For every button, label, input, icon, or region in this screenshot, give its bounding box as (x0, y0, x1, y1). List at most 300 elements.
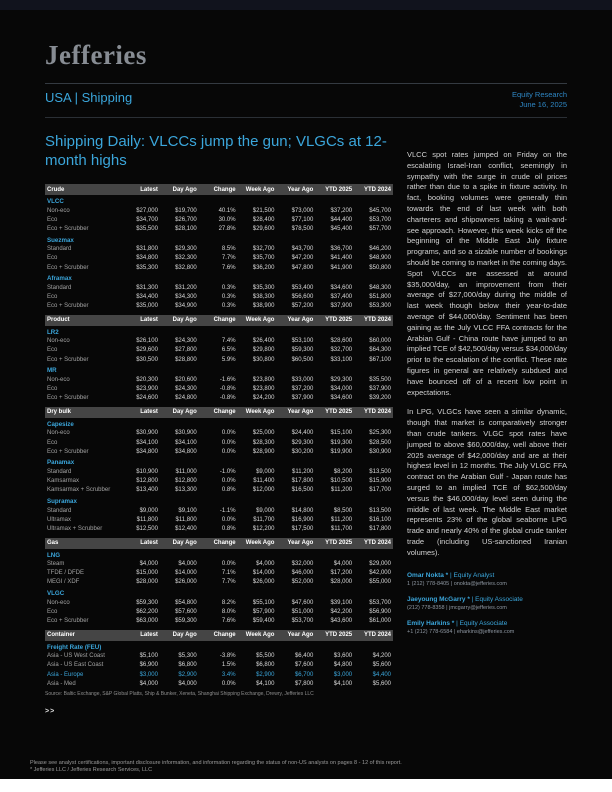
rate-value: $45,400 (330, 225, 353, 232)
rate-value: $16,100 (369, 516, 391, 523)
table-row (45, 515, 393, 524)
rate-value: $37,900 (330, 303, 353, 310)
table-row (45, 206, 393, 215)
rate-value: 0.3% (221, 303, 236, 310)
column-header: Change (199, 313, 238, 326)
row-label: Eco (47, 216, 58, 223)
rate-value: $28,000 (330, 579, 353, 586)
column-header: Week Ago (238, 182, 277, 195)
commentary-paragraph: In LPG, VLGCs have seen a similar dynamic, though that market is comparatively stronger than crude tankers. VLGC spot rates have jumped to above $60,000/day, well above their 2025 average of $42,000/day and are at their highest level in 12 months. The July VLGC FFA contract on the Arabian Gulf - Japan route has surged to an implied TCE of $62,500/day versus the $46,000/day level seen during the middle of last week. The Middle East market represents 23% of the global seaborne LPG trade and nearly 40% of the global crude tanker trade (including US-sanctioned Iranian volumes). (407, 407, 567, 557)
rate-value: $3,600 (333, 653, 353, 660)
rate-value: $26,700 (175, 216, 197, 223)
rate-value: $23,800 (252, 386, 275, 393)
rate-value: $26,000 (175, 579, 197, 586)
rate-value: 0.8% (221, 487, 236, 494)
rate-value: -0.8% (219, 395, 236, 402)
rate-value: $26,000 (252, 579, 275, 586)
analyst-email[interactable]: jmcgarry@jefferies.com (449, 604, 507, 611)
rate-value: $11,200 (330, 487, 353, 494)
column-header: Latest (121, 313, 160, 326)
rate-value: $30,900 (369, 448, 391, 455)
group-name-row (45, 195, 393, 206)
rate-value: $34,000 (330, 386, 353, 393)
rate-value: $57,200 (291, 303, 314, 310)
rate-value: $43,600 (330, 618, 353, 625)
table-row (45, 560, 393, 569)
rate-value: $38,900 (252, 303, 275, 310)
rate-value: $29,600 (252, 225, 275, 232)
rate-value: $16,900 (291, 516, 314, 523)
row-label: Eco (47, 255, 58, 262)
rate-value: $4,200 (372, 653, 391, 660)
table-row (45, 346, 393, 355)
rates-table (45, 180, 393, 688)
column-header: Change (199, 405, 238, 418)
rate-value: 0.8% (221, 525, 236, 532)
rate-value: $31,300 (136, 284, 158, 291)
column-header: Year Ago (276, 182, 315, 195)
rate-value: 1.5% (221, 662, 236, 669)
section-title: Dry bulk (45, 405, 121, 418)
rate-value: 7.7% (221, 579, 236, 586)
rate-value: $46,200 (369, 246, 391, 253)
group-name-row (45, 549, 393, 560)
rate-value: $32,300 (175, 255, 197, 262)
rate-value: $2,900 (256, 671, 275, 678)
group-name-row (45, 456, 393, 467)
table-row (45, 524, 393, 535)
rate-value: $34,600 (330, 284, 353, 291)
column-header: Change (199, 536, 238, 549)
rate-value: $57,600 (175, 608, 197, 615)
rate-value: $24,400 (291, 430, 314, 437)
rate-value: -0.8% (219, 386, 236, 393)
column-header: Year Ago (276, 313, 315, 326)
rate-value: $35,300 (252, 284, 275, 291)
column-header: Year Ago (276, 536, 315, 549)
row-label: Eco (47, 347, 58, 354)
rate-value: $6,400 (294, 653, 314, 660)
rate-value: $28,100 (175, 225, 197, 232)
rate-value: $17,700 (369, 487, 391, 494)
table-row (45, 438, 393, 447)
rate-value: $5,100 (139, 653, 158, 660)
rate-value: $11,800 (175, 516, 197, 523)
row-label: Eco + Scrubber (47, 356, 89, 363)
column-header: YTD 2024 (354, 313, 393, 326)
table-row (45, 224, 393, 233)
analyst-entry (407, 596, 567, 612)
rate-value: $29,300 (330, 376, 353, 383)
rate-value: 0.3% (221, 293, 236, 300)
rate-value: $35,300 (136, 264, 158, 271)
column-header: YTD 2025 (315, 313, 354, 326)
rate-value: $11,700 (330, 525, 353, 532)
analyst-name-line (407, 596, 567, 605)
rate-value: $53,300 (369, 303, 391, 310)
commentary-column (407, 118, 567, 715)
row-label: Asia - US East Coast (47, 662, 104, 669)
group-name: Panamax (47, 459, 75, 467)
group-name: VLCC (47, 198, 64, 205)
rate-value: 8.0% (221, 608, 236, 615)
group-name: LR2 (47, 328, 59, 336)
rate-value: $13,300 (175, 487, 197, 494)
rate-value: $57,900 (252, 608, 275, 615)
rate-value: $46,000 (291, 570, 314, 577)
rate-value: $29,800 (252, 347, 275, 354)
analyst-entry (407, 572, 567, 588)
row-label: Eco + Scrubber (47, 448, 89, 455)
rate-value: $59,300 (136, 599, 158, 606)
rate-value: $30,900 (175, 430, 197, 437)
sector-label: USA | Shipping (45, 90, 133, 105)
rate-value: $30,200 (291, 448, 314, 455)
group-name: Suezmax (47, 236, 74, 244)
table-row (45, 506, 393, 515)
section-header-row (45, 628, 393, 641)
group-name: LNG (47, 551, 61, 559)
rate-value: 0.0% (221, 561, 236, 568)
rate-value: $19,900 (330, 448, 353, 455)
rate-value: $3,000 (333, 671, 353, 678)
column-header: Day Ago (160, 313, 199, 326)
analyst-role: | Equity Associate (469, 596, 523, 604)
rate-value: $6,700 (294, 671, 314, 678)
rate-value: $10,900 (136, 468, 158, 475)
analyst-entry (407, 620, 567, 636)
analyst-name-line (407, 620, 567, 629)
rate-value: $39,100 (330, 599, 353, 606)
rate-value: 7.6% (221, 618, 236, 625)
rate-value: $10,500 (330, 478, 353, 485)
rate-value: $17,800 (369, 525, 391, 532)
rate-value: $45,700 (369, 207, 391, 214)
rate-value: 7.4% (221, 338, 236, 345)
rate-value: 8.2% (221, 599, 236, 606)
row-label: Standard (47, 284, 72, 291)
rate-value: 0.0% (221, 439, 236, 446)
rate-value: $39,200 (369, 395, 391, 402)
rate-value: $13,400 (136, 487, 158, 494)
rate-value: $9,000 (139, 507, 158, 514)
column-header: Week Ago (238, 405, 277, 418)
rate-value: $4,000 (256, 561, 275, 568)
table-row (45, 337, 393, 346)
rate-value: -1.6% (219, 376, 236, 383)
row-label: Asia - Europe (47, 671, 84, 678)
rate-value: $34,800 (175, 448, 197, 455)
rate-value: $42,000 (369, 570, 391, 577)
rate-value: $19,300 (330, 439, 353, 446)
rate-value: $5,600 (372, 680, 391, 687)
rate-value: $35,700 (252, 255, 275, 262)
rate-value: $32,000 (291, 561, 314, 568)
rate-value: $38,300 (252, 293, 275, 300)
group-name-row (45, 272, 393, 283)
table-row (45, 263, 393, 272)
rate-value: $47,200 (291, 255, 314, 262)
column-header: YTD 2024 (354, 182, 393, 195)
disclosure-line: Please see analyst certifications, important disclosure information, and information regarding the status of non-US analysts on pages 8 - 12 of this report. (30, 760, 402, 766)
rate-value: $48,300 (369, 284, 391, 291)
analyst-name-line (407, 572, 567, 581)
rate-value: $12,000 (252, 487, 275, 494)
rate-value: $2,900 (178, 671, 197, 678)
rate-value: $31,200 (175, 284, 197, 291)
group-name: VLGC (47, 590, 65, 598)
rate-value: $59,300 (175, 618, 197, 625)
section-header-row (45, 182, 393, 195)
group-name: Supramax (47, 497, 77, 505)
main-area (45, 118, 567, 715)
rate-value: 0.0% (221, 680, 236, 687)
rate-value: $4,000 (333, 561, 353, 568)
section-title: Product (45, 313, 121, 326)
analyst-role: | Equity Associate (454, 620, 508, 628)
rate-value: $12,200 (252, 525, 275, 532)
research-type-label: Equity Research (511, 90, 567, 99)
rate-value: $9,100 (178, 507, 197, 514)
analyst-name: Jaeyoung McGarry * (407, 596, 470, 604)
rate-value: $12,800 (136, 478, 158, 485)
rate-value: $50,800 (369, 264, 391, 271)
rate-value: $35,500 (369, 376, 391, 383)
section-header-row (45, 313, 393, 326)
row-label: Eco + Scrubber (47, 395, 89, 402)
rate-value: $36,200 (252, 264, 275, 271)
rate-value: $4,000 (139, 680, 158, 687)
column-header: YTD 2024 (354, 536, 393, 549)
rate-value: $5,500 (256, 653, 275, 660)
analyst-email[interactable]: eharkins@jefferies.com (456, 628, 515, 635)
rate-value: 0.0% (221, 448, 236, 455)
row-label: Standard (47, 246, 72, 253)
rate-value: $24,300 (175, 338, 197, 345)
column-header: Change (199, 628, 238, 641)
rate-value: $15,100 (330, 430, 353, 437)
rate-value: $60,500 (291, 356, 314, 363)
analyst-list (407, 572, 567, 636)
row-label: Eco (47, 439, 58, 446)
rate-value: $35,500 (136, 225, 158, 232)
column-header: Week Ago (238, 536, 277, 549)
row-label: Steam (47, 561, 65, 568)
rate-value: $44,400 (330, 216, 353, 223)
rate-value: $32,800 (175, 264, 197, 271)
rate-value: $9,000 (256, 468, 275, 475)
group-name-row (45, 495, 393, 506)
rate-value: $34,300 (175, 293, 197, 300)
rate-value: 6.5% (221, 347, 236, 354)
rate-value: $9,000 (256, 507, 275, 514)
research-meta (512, 90, 567, 109)
table-row (45, 616, 393, 627)
rate-value: $37,400 (330, 293, 353, 300)
analyst-phone: 1 (212) 778-8405 | (407, 580, 454, 587)
rate-value: $31,800 (136, 246, 158, 253)
table-row (45, 394, 393, 405)
row-label: MEGI / XDF (47, 579, 80, 586)
rate-value: -1.1% (219, 507, 236, 514)
rates-table-body (45, 182, 393, 688)
entity-line: * Jefferies LLC / Jefferies Research Services, LLC (30, 767, 153, 773)
table-row (45, 355, 393, 364)
rate-value: $11,200 (330, 516, 353, 523)
rate-value: $12,800 (175, 478, 197, 485)
group-name-row (45, 418, 393, 429)
table-row (45, 670, 393, 679)
row-label: Non-eco (47, 338, 70, 345)
table-row (45, 578, 393, 587)
page-content (0, 10, 612, 715)
section-title: Container (45, 628, 121, 641)
rate-value: $24,600 (136, 395, 158, 402)
row-label: Asia - US West Coast (47, 653, 105, 660)
rate-value: $6,900 (139, 662, 158, 669)
column-header: Latest (121, 628, 160, 641)
rate-value: $13,500 (369, 468, 391, 475)
column-header: Latest (121, 536, 160, 549)
rate-value: $37,900 (291, 395, 314, 402)
column-header: Day Ago (160, 628, 199, 641)
row-label: Non-eco (47, 376, 70, 383)
table-row (45, 215, 393, 224)
group-name-row (45, 234, 393, 245)
rate-value: $28,500 (369, 439, 391, 446)
rate-value: $25,300 (369, 430, 391, 437)
rate-value: $56,900 (369, 608, 391, 615)
table-row (45, 477, 393, 486)
column-header: Latest (121, 405, 160, 418)
table-row (45, 652, 393, 661)
column-header: YTD 2024 (354, 405, 393, 418)
rate-value: $15,000 (136, 570, 158, 577)
row-label: TFDE / DFDE (47, 570, 84, 577)
rate-value: $7,600 (294, 662, 314, 669)
report-title: Shipping Daily: VLCCs jump the gun; VLGCs at 12-month highs (45, 133, 387, 169)
rate-value: $59,400 (252, 618, 275, 625)
column-header: Day Ago (160, 182, 199, 195)
rate-value: $28,600 (330, 338, 353, 345)
rate-value: 0.0% (221, 430, 236, 437)
table-row (45, 447, 393, 456)
rate-value: $30,500 (136, 356, 158, 363)
analyst-contact (407, 581, 567, 589)
rate-value: $73,000 (291, 207, 314, 214)
table-row (45, 429, 393, 438)
table-row (45, 254, 393, 263)
rate-value: $6,800 (178, 662, 197, 669)
rate-value: $23,900 (136, 386, 158, 393)
rate-value: $33,100 (330, 356, 353, 363)
rate-value: $26,100 (136, 338, 158, 345)
analyst-email[interactable]: onokta@jefferies.com (453, 580, 507, 587)
column-header: Change (199, 182, 238, 195)
rate-value: 7.6% (221, 264, 236, 271)
rate-value: $78,500 (291, 225, 314, 232)
row-label: Eco (47, 293, 58, 300)
group-name: MR (47, 367, 57, 375)
rate-value: $48,900 (369, 255, 391, 262)
analyst-phone: +1 (212) 778-6584 | (407, 628, 457, 635)
table-row (45, 486, 393, 495)
group-name-row (45, 326, 393, 337)
row-label: Eco (47, 386, 58, 393)
row-label: Eco + Scrubber (47, 618, 89, 625)
rate-value: $30,800 (252, 356, 275, 363)
rate-value: $32,700 (252, 246, 275, 253)
rate-value: $34,100 (136, 439, 158, 446)
rate-value: $12,400 (175, 525, 197, 532)
rate-value: 0.0% (221, 516, 236, 523)
rate-value: $77,100 (291, 216, 314, 223)
row-label: Standard (47, 468, 72, 475)
row-label: Kamsarmax + Scrubber (47, 487, 111, 494)
column-header: Day Ago (160, 405, 199, 418)
rate-value: 5.9% (221, 356, 236, 363)
disclosure-footnote (30, 760, 582, 774)
row-label: Asia - Med (47, 680, 76, 687)
rate-value: -3.8% (219, 653, 236, 660)
analyst-contact (407, 605, 567, 613)
rate-value: $64,300 (369, 347, 391, 354)
rate-value: $32,700 (330, 347, 353, 354)
rate-value: $3,000 (139, 671, 158, 678)
rate-value: $11,800 (136, 516, 158, 523)
column-header: YTD 2025 (315, 405, 354, 418)
table-row (45, 375, 393, 384)
rate-value: $27,800 (175, 347, 197, 354)
column-header: YTD 2025 (315, 628, 354, 641)
rate-value: $34,800 (136, 448, 158, 455)
rate-value: 7.1% (221, 570, 236, 577)
commentary (407, 150, 567, 558)
rate-value: $34,100 (175, 439, 197, 446)
rate-value: $37,900 (369, 386, 391, 393)
rate-value: 0.3% (221, 284, 236, 291)
rate-value: $4,000 (139, 561, 158, 568)
rate-value: $13,500 (369, 507, 391, 514)
rate-value: $53,700 (369, 216, 391, 223)
rate-value: $17,500 (291, 525, 314, 532)
rate-value: $52,000 (291, 579, 314, 586)
rate-value: $11,700 (253, 516, 275, 523)
rate-value: $21,500 (252, 207, 275, 214)
rate-value: $14,800 (291, 507, 314, 514)
rate-value: $43,700 (291, 246, 314, 253)
row-label: Eco + Scrubber (47, 225, 89, 232)
rate-value: $28,800 (175, 356, 197, 363)
top-banner (0, 0, 612, 10)
group-name-row (45, 587, 393, 598)
analyst-contact (407, 629, 567, 637)
rate-value: $61,000 (369, 618, 391, 625)
group-name: Capesize (47, 420, 74, 428)
rate-value: 40.1% (218, 207, 236, 214)
column-header: Day Ago (160, 536, 199, 549)
table-row (45, 679, 393, 688)
page-continues-marker: >> (45, 707, 56, 715)
column-header: YTD 2025 (315, 536, 354, 549)
table-row (45, 245, 393, 254)
analyst-name: Omar Nokta * (407, 572, 449, 580)
report-date: June 16, 2025 (519, 99, 567, 109)
row-label: Non-eco (47, 207, 70, 214)
rate-value: $33,000 (291, 376, 314, 383)
group-name-row (45, 641, 393, 652)
table-column (45, 118, 393, 715)
